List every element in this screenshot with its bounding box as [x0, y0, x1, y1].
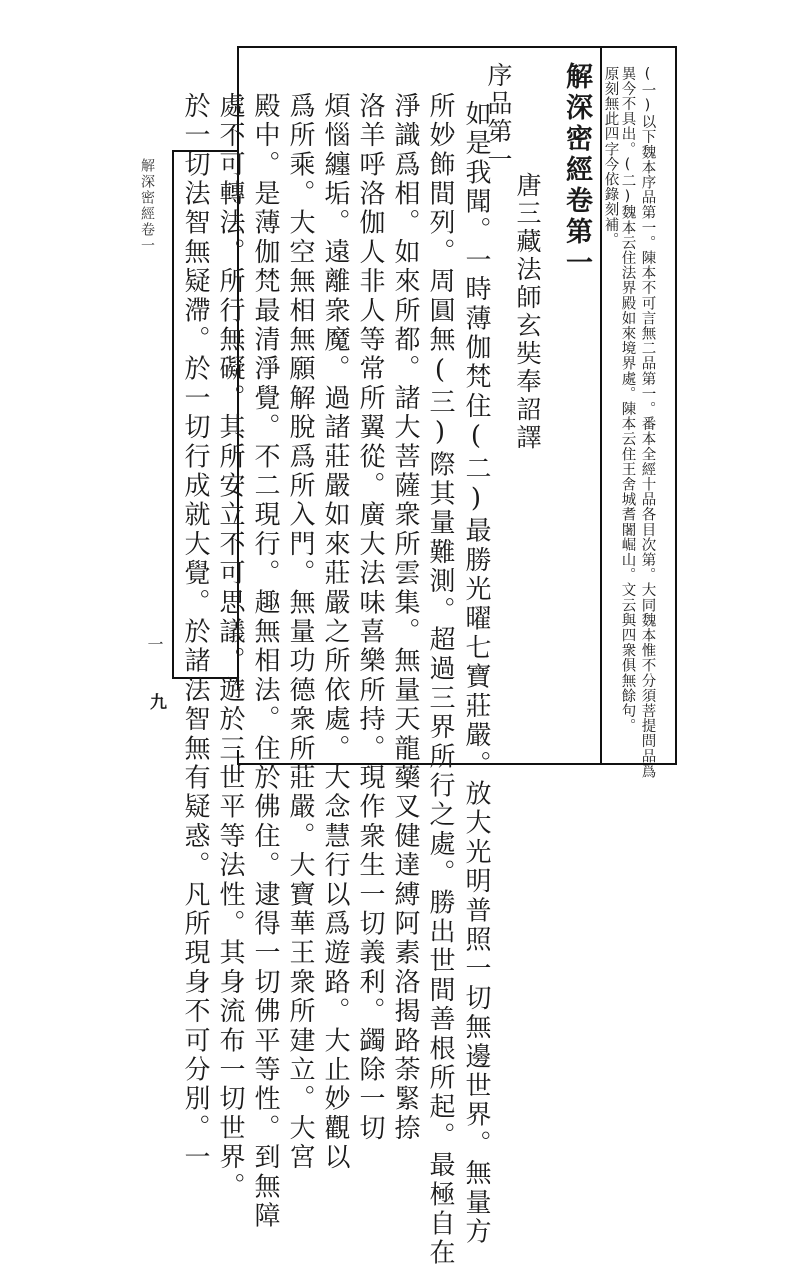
body-column-2: 所妙飾間列。周圓無(三)際其量難測。超過三界所行之處。勝出世間善根所起。最極自在 — [425, 92, 455, 1268]
body-column-7: 殿中。是薄伽梵最清淨覺。不二現行。趣無相法。住於佛住。逮得一切佛平等性。到無障 — [250, 92, 280, 1231]
page-number: 九 — [150, 693, 167, 713]
collation-note-1: (一)以下魏本序品第一。陳本不可言無二品第一。番本全經十品各目次第。大同魏本惟不分須菩提問品爲 — [639, 66, 656, 779]
running-title: 解深密經卷一 — [139, 158, 155, 254]
juan-number: 一 — [145, 636, 164, 652]
body-column-5: 煩惱纏垢。遠離衆魔。過諸莊嚴如來莊嚴之所依處。大念慧行以爲遊路。大止妙觀以 — [320, 92, 350, 1173]
body-column-3: 淨識爲相。如來所都。諸大菩薩衆所雲集。無量天龍藥叉健達縛阿素洛揭路荼緊捺 — [390, 92, 420, 1144]
notes-divider-rule — [600, 48, 602, 764]
body-column-8: 處不可轉法。所行無礙。其所安立不可思議。遊於三世平等法性。其身流布一切世界。 — [215, 92, 245, 1202]
collation-note-2: 異今不具出。(二)魏本云住法界殿如來境界處。陳本云住王舍城耆闍崛山。文云與四衆俱無餘句。 — [619, 66, 636, 734]
frame-right-rule — [675, 46, 677, 764]
chapter-heading: 序品第一 — [484, 62, 513, 174]
frame-top-rule — [237, 46, 677, 48]
translator-line: 唐三藏法師玄奘奉詔譯 — [513, 172, 542, 452]
body-column-6: 爲所乘。大空無相無願解脫爲所入門。無量功德衆所莊嚴。大寶華王衆所建立。大宮 — [285, 92, 315, 1173]
collation-note-3: 原刻無此四字今依錄刻補。 — [602, 66, 619, 248]
sutra-title: 解深密經卷第一 — [561, 62, 592, 279]
body-column-1: 如是我聞。一時薄伽梵住(二)最勝光曜七寶莊嚴。放大光明普照一切無邊世界。無量方 — [461, 100, 491, 1247]
body-column-9: 於一切法智無疑滯。於一切行成就大覺。於諸法智無有疑惑。凡所現身不可分別。一 — [180, 92, 210, 1173]
body-column-4: 洛羊呼洛伽人非人等常所翼從。廣大法味喜樂所持。現作衆生一切義利。蠲除一切 — [355, 92, 385, 1144]
margin-column-rule — [172, 150, 174, 678]
